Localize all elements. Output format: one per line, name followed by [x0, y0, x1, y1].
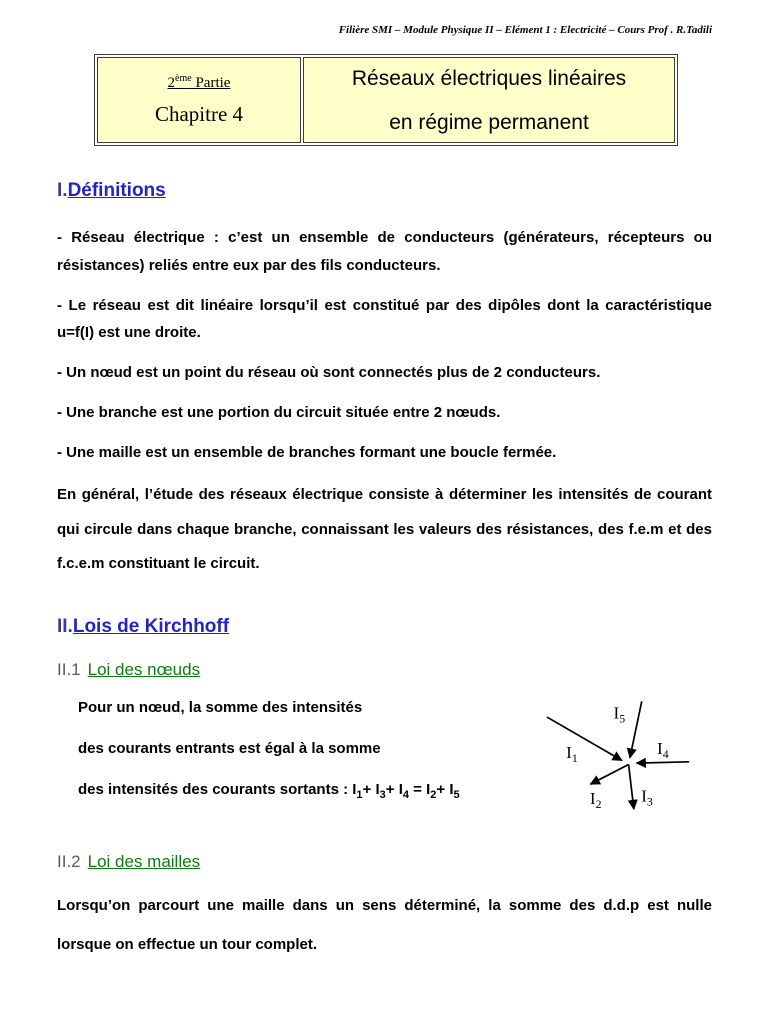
eq-term: I	[398, 780, 403, 798]
subsection-title: Loi des mailles	[87, 851, 201, 871]
eq-term: I	[352, 780, 357, 798]
current-label-i5: $I_5$	[613, 703, 626, 726]
eq-op: +	[436, 780, 450, 798]
subsection-number: II.2	[57, 851, 81, 871]
course-header: Filière SMI – Module Physique II – Elément 1 : Electricité – Cours Prof . R.Tadili	[338, 24, 712, 36]
document-title-line2: en régime permanent	[389, 111, 589, 134]
section-number: II.	[57, 615, 73, 637]
eq-term: I	[449, 780, 454, 798]
eq-sub: 3	[379, 788, 386, 801]
section-definitions-heading	[57, 180, 712, 202]
definition-paragraph-general: En général, l’étude des réseaux électrique consiste à déterminer les intensités de courant qui circule dans chaque branche, connaissant les valeurs des résistances, des f.e.m et des f.c.e.m constituant le circuit.	[57, 486, 712, 573]
current-i4-wire	[636, 762, 689, 763]
definition-paragraph-noeud: - Un nœud est un point du réseau où sont connectés plus de 2 conducteurs.	[57, 364, 601, 381]
current-label-i4: $I_4$	[656, 738, 669, 761]
part-line	[98, 73, 300, 92]
definition-paragraph-reseau: - Réseau électrique : c’est un ensemble de conducteurs (générateurs, récepteurs ou résistances) reliés entre eux par des fils conducteurs.	[57, 229, 712, 274]
subsection-title: Loi des nœuds	[87, 659, 201, 679]
definition-paragraph-branche: - Une branche est une portion du circuit située entre 2 nœuds.	[57, 403, 501, 421]
current-i5-wire	[630, 701, 642, 758]
document-title-line1: Réseaux électriques linéaires	[351, 67, 627, 90]
section-kirchhoff-heading	[57, 616, 712, 638]
chapter-label: Chapitre 4	[154, 102, 244, 126]
eq-op: +	[362, 780, 376, 798]
section-title: Définitions	[67, 180, 166, 201]
kirchhoff-node-equation	[352, 780, 460, 801]
definition-paragraph-maille: - Une maille est un ensemble de branches formant une boucle fermée.	[57, 443, 557, 461]
title-table-right-cell	[303, 57, 675, 143]
part-word: Partie	[191, 75, 231, 91]
definition-paragraph-lineaire: - Le réseau est dit linéaire lorsqu’il est constitué par des dipôles dont la caractéristique u=f(I) est une droite.	[57, 296, 712, 342]
title-table	[94, 54, 678, 146]
part-ordinal: ème	[175, 73, 192, 84]
nodes-law-line2: des courants entrants est égal à la somme	[78, 739, 381, 757]
section-title: Lois de Kirchhoff	[72, 615, 230, 637]
current-i2-wire	[590, 764, 628, 784]
eq-term: I	[375, 780, 380, 798]
eq-op: =	[409, 780, 427, 798]
node-currents-diagram	[536, 696, 708, 825]
eq-sub: 1	[356, 788, 363, 801]
current-label-i2: $I_2$	[589, 788, 602, 811]
subsection-nodes-heading	[57, 660, 712, 680]
title-table-left-cell	[97, 57, 301, 143]
eq-op: +	[385, 780, 399, 798]
nodes-law-line1: Pour un nœud, la somme des intensités	[78, 698, 363, 716]
meshes-law-paragraph: Lorsqu’on parcourt une maille dans un sens déterminé, la somme des d.d.p est nulle lorsque on effectue un tour complet.	[57, 896, 712, 953]
current-label-i1: $I_1$	[566, 742, 578, 765]
subsection-number: II.1	[57, 659, 81, 679]
eq-sub: 2	[430, 788, 437, 801]
nodes-law-block	[57, 696, 712, 830]
equation-prefix: des intensités des courants sortants :	[78, 780, 353, 798]
node-diagram-container	[536, 696, 712, 830]
part-number: 2	[167, 75, 176, 91]
section-number: I.	[57, 180, 68, 201]
nodes-law-text	[57, 696, 536, 830]
eq-term: I	[426, 780, 431, 798]
current-i3-wire	[629, 764, 634, 809]
current-i1-wire	[547, 717, 622, 760]
subsection-meshes-heading	[57, 852, 712, 872]
eq-sub: 4	[402, 788, 410, 801]
nodes-law-equation-line	[78, 778, 536, 801]
current-label-i3: $I_3$	[641, 786, 653, 809]
eq-sub: 5	[453, 788, 460, 801]
